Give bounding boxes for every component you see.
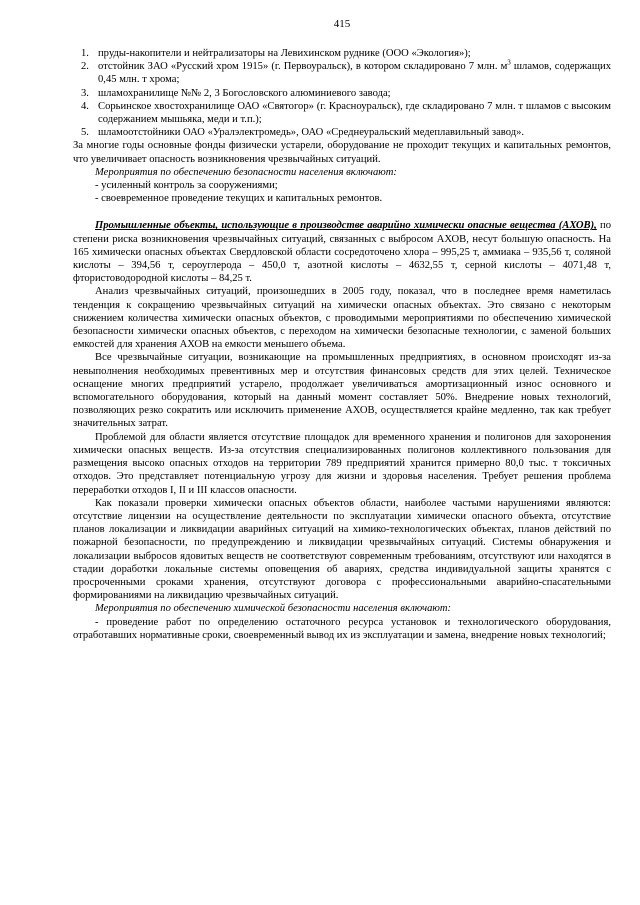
list-item-text: Сорьинское хвостохранилище ОАО «Святогор» (г. Красноуральск), где складировано 7 млн. т шламов с высоким содержанием мышьяка, меди и т.п.);: [98, 100, 611, 126]
list-item: [73, 126, 611, 139]
list-item-number: 3.: [81, 87, 89, 99]
list-item-text: шламоотстойники ОАО «Уралэлектромедь», ОАО «Среднеуральский медеплавильный завод».: [98, 127, 525, 139]
section-heading: Промышленные объекты, использующие в производстве аварийно химически опасные вещества (АХОВ),: [95, 220, 597, 232]
document-page: [73, 18, 611, 642]
paragraph: Проблемой для области является отсутствие площадок для временного хранения и полигонов для захоронения химически опасных веществ. Из-за отсутствия специализированных полигонов коллективного пользования для размещения высоко опасных отходов на территории 789 предприятий хранится примерно 80,0 тыс. т токсичных отходов. Это представляет потенциальную угрозу для жизни и здоровья населения. Требует решения проблема переработки отходов I, II и III классов опасности.: [73, 431, 611, 496]
paragraph-text: по степени риска возникновения чрезвычайных ситуаций, связанных с выбросом АХОВ, несут большую опасность. На 165 химически опасных объектах Свердловской области сосредоточено хлора – 995,25 т, аммиака – 935,56 т, соляной кислоты – 394,56 т, сероуглерода – 450,0 т, азотной кислоты – 4632,55 т, серной кислоты – 4071,48 т, фтористоводородной кислоты – 84,25 т.: [73, 220, 611, 285]
hazard-sites-list: [73, 47, 611, 139]
paragraph-funds: За многие годы основные фонды физически устарели, оборудование не проходит текущих и капитальных ремонтов, что увеличивает опасность возникновения чрезвычайных ситуаций.: [73, 140, 611, 165]
measures-heading: Мероприятия по обеспечению химической безопасности населения включают:: [95, 603, 452, 615]
list-item: [73, 47, 611, 60]
paragraph-industrial-objects: [73, 219, 611, 285]
measure-item: - своевременное проведение текущих и капитальных ремонтов.: [95, 193, 383, 205]
superscript: 3: [507, 58, 511, 67]
measure-item: - проведение работ по определению остаточного ресурса установок и технологического оборудования, отработавших нормативные сроки, своевременный вывод их из эксплуатации и замена, внедрение новых технологий;: [73, 616, 611, 641]
page-number: 415: [333, 18, 351, 30]
list-item-number: 4.: [81, 100, 89, 112]
list-item: [73, 100, 611, 126]
paragraph: Как показали проверки химически опасных объектов области, наиболее частыми нарушениями являются: отсутствие лицензии на осуществление деятельности по эксплуатации химически опасного объекта, отсутствие планов локализации и ликвидации аварийных ситуаций на химико-технологических объектах, планов действий по пожарной безопасности, по предупреждению и ликвидации чрезвычайных ситуаций. Системы обнаружения и локализации выбросов ядовитых веществ не соответствуют современным требованиям, отсутствуют или находятся в стадии доработки локальные системы оповещения об авариях, средства индивидуальной защиты хранятся с просроченными сроками хранения, отсутствуют договора с профессиональными аварийно-спасательными формированиями на ликвидацию чрезвычайных ситуаций.: [73, 497, 611, 602]
list-item-number: 1.: [81, 48, 89, 59]
measure-item: - усиленный контроль за сооружениями;: [95, 180, 278, 192]
list-item-text: отстойник ЗАО «Русский хром 1915» (г. Первоуральск), в котором складировано 7 млн. м: [98, 61, 508, 73]
list-item: [73, 87, 611, 100]
list-item-number: 2.: [81, 61, 89, 73]
paragraph: Все чрезвычайные ситуации, возникающие на промышленных предприятиях, в основном происходят из-за невыполнения необходимых превентивных мер и отсутствия финансовых средств для этих целей. Техническое оснащение многих предприятий устарело, продолжает увеличиваться амортизационный износ основного и вспомогательного оборудования, который на данный момент составляет 50%. Внедрение новых технологий, позволяющих резко сократить или исключить применение АХОВ, осуществляется крайне медленно, так как требует значительных затрат.: [73, 352, 611, 430]
paragraph: Анализ чрезвычайных ситуаций, произошедших в 2005 году, показал, что в последнее время наметилась тенденция к сокращению чрезвычайных ситуаций на химически опасных объектах. Это связано с некоторым снижением количества химически опасных объектов, с проводимыми мероприятиями по обеспечению химической безопасности химически опасных объектов, с переходом на химически безопасные технологии, с заменой больших емкостей для хранения АХОВ на емкости меньшего объема.: [73, 286, 611, 351]
measures-heading: Мероприятия по обеспечению безопасности населения включают:: [95, 166, 397, 178]
paragraph-gap: [73, 205, 611, 219]
list-item-text: пруды-накопители и нейтрализаторы на Левихинском руднике (ООО «Экология»);: [98, 48, 471, 59]
list-item-text-continued: шламов, содержащих 0,45 млн. т хрома;: [98, 61, 612, 86]
list-item: [73, 60, 611, 86]
list-item-text: шламохранилище №№ 2, 3 Богословского алюминиевого завода;: [98, 87, 391, 99]
list-item-number: 5.: [81, 127, 89, 139]
